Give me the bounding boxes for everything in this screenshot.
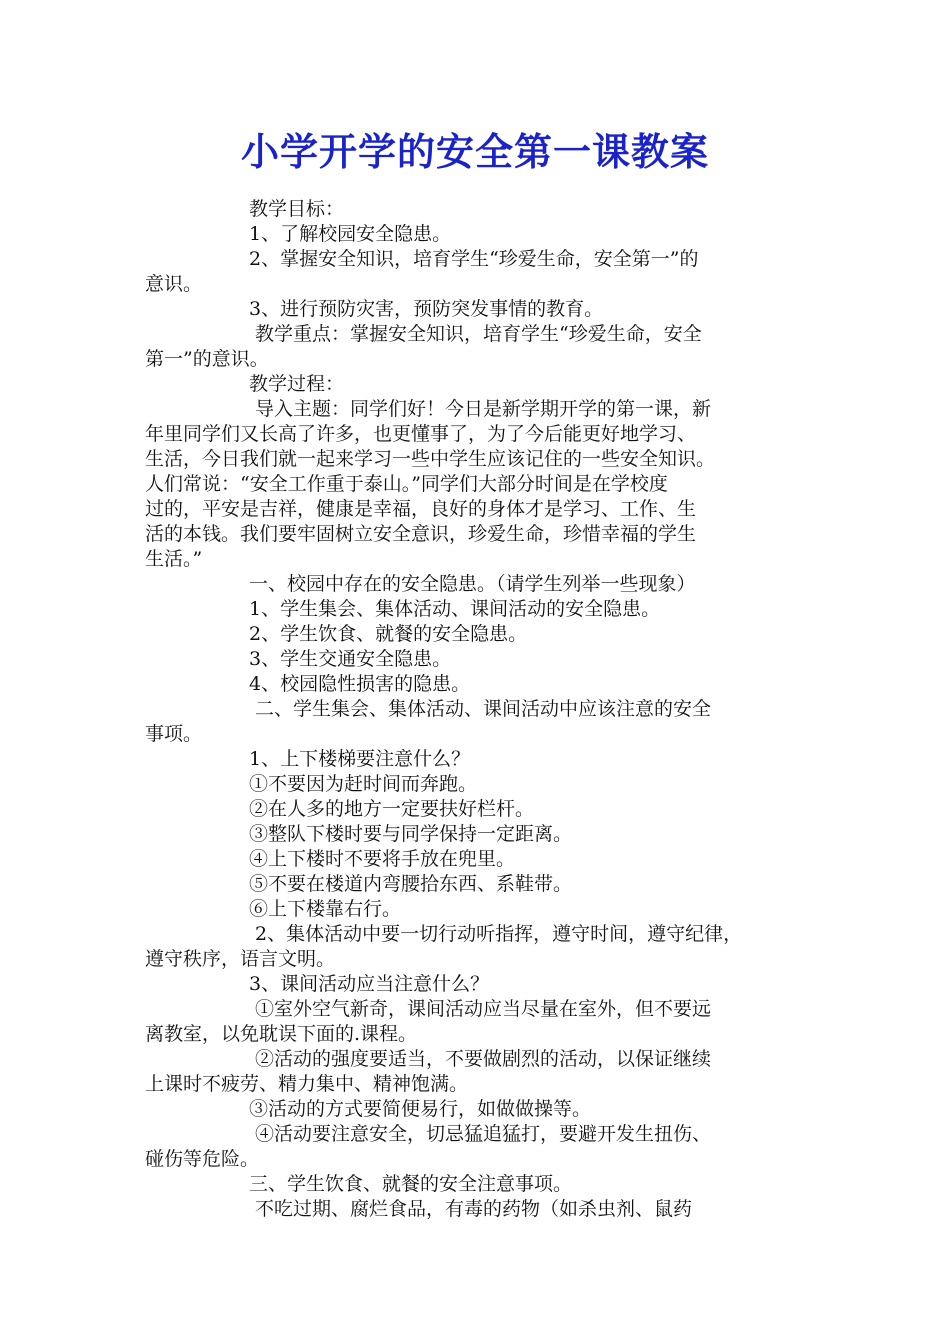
document-line: 三、学生饮食、就餐的安全注意事项。 [249, 1173, 573, 1195]
document-line: ⑥上下楼靠右行。 [249, 898, 402, 920]
document-line: 3、学生交通安全隐患。 [249, 648, 452, 670]
document-line: ①室外空气新奇，课间活动应当尽量在室外，但不要远 [255, 998, 712, 1020]
document-line: 教学重点：掌握安全知识，培育学生“珍爱生命，安全 [255, 323, 702, 345]
document-line: 事项。 [145, 723, 203, 745]
document-line: 不吃过期、腐烂食品，有毒的药物（如杀虫剂、鼠药 [255, 1198, 693, 1220]
document-line: ②在人多的地方一定要扶好栏杆。 [249, 798, 535, 820]
document-line: ②活动的强度要适当，不要做剧烈的活动，以保证继续 [255, 1048, 712, 1070]
document-line: 2、学生饮食、就餐的安全隐患。 [249, 623, 528, 645]
document-line: 离教室，以免耽误下面的.课程。 [145, 1023, 418, 1045]
document-line: 活的本钱。我们要牢固树立安全意识，珍爱生命，珍惜幸福的学生 [145, 523, 697, 545]
document-body [145, 197, 817, 1222]
document-line: 二、学生集会、集体活动、课间活动中应该注意的安全 [255, 698, 712, 720]
document-line: 碰伤等危险。 [145, 1148, 260, 1170]
document-line: 4、校园隐性损害的隐患。 [249, 673, 471, 695]
document-line: 1、了解校园安全隐患。 [249, 223, 452, 245]
document-line: ④上下楼时不要将手放在兜里。 [249, 848, 516, 870]
document-line: ④活动要注意安全，切忌猛追猛打，要避开发生扭伤、 [255, 1123, 712, 1145]
document-line: 过的，平安是吉祥，健康是幸福，良好的身体才是学习、工作、生 [145, 498, 697, 520]
document-title: 小学开学的安全第一课教案 [240, 130, 709, 174]
document-line: 1、学生集会、集体活动、课间活动的安全隐患。 [249, 598, 661, 620]
document-line: 3、进行预防灾害，预防突发事情的教育。 [249, 298, 604, 320]
document-line: 意识。 [145, 273, 203, 295]
document-line: ⑤不要在楼道内弯腰拾东西、系鞋带。 [249, 873, 573, 895]
document-line: 教学过程： [249, 373, 345, 395]
document-line: 导入主题：同学们好！今日是新学期开学的第一课，新 [255, 398, 712, 420]
document-line: 一、校园中存在的安全隐患。（请学生列举一些现象） [249, 573, 696, 595]
document-line: 年里同学们又长高了许多，也更懂事了，为了今后能更好地学习、 [145, 423, 697, 445]
document-line: 教学目标： [249, 198, 345, 220]
document-line: 2、集体活动中要一切行动听指挥，遵守时间，遵守纪律， [255, 923, 743, 945]
document-line: 3、课间活动应当注意什么？ [249, 973, 490, 995]
document-line: 生活。” [145, 548, 203, 570]
document-line: ③活动的方式要简便易行，如做做操等。 [249, 1098, 592, 1120]
document-line: 人们常说：“安全工作重于泰山。”同学们大部分时间是在学校度 [145, 473, 668, 495]
document-line: 上课时不疲劳、精力集中、精神饱满。 [145, 1073, 469, 1095]
document-line: 2、掌握安全知识，培育学生“珍爱生命，安全第一”的 [249, 248, 699, 270]
document-line: 1、上下楼梯要注意什么？ [249, 748, 471, 770]
document-line: 遵守秩序，语言文明。 [145, 948, 336, 970]
document-line: ③整队下楼时要与同学保持一定距离。 [249, 823, 573, 845]
document-line: 生活，今日我们就一起来学习一些中学生应该记住的一些安全知识。 [145, 448, 716, 470]
document-line: ①不要因为赶时间而奔跑。 [249, 773, 478, 795]
document-line: 第一”的意识。 [145, 348, 269, 370]
